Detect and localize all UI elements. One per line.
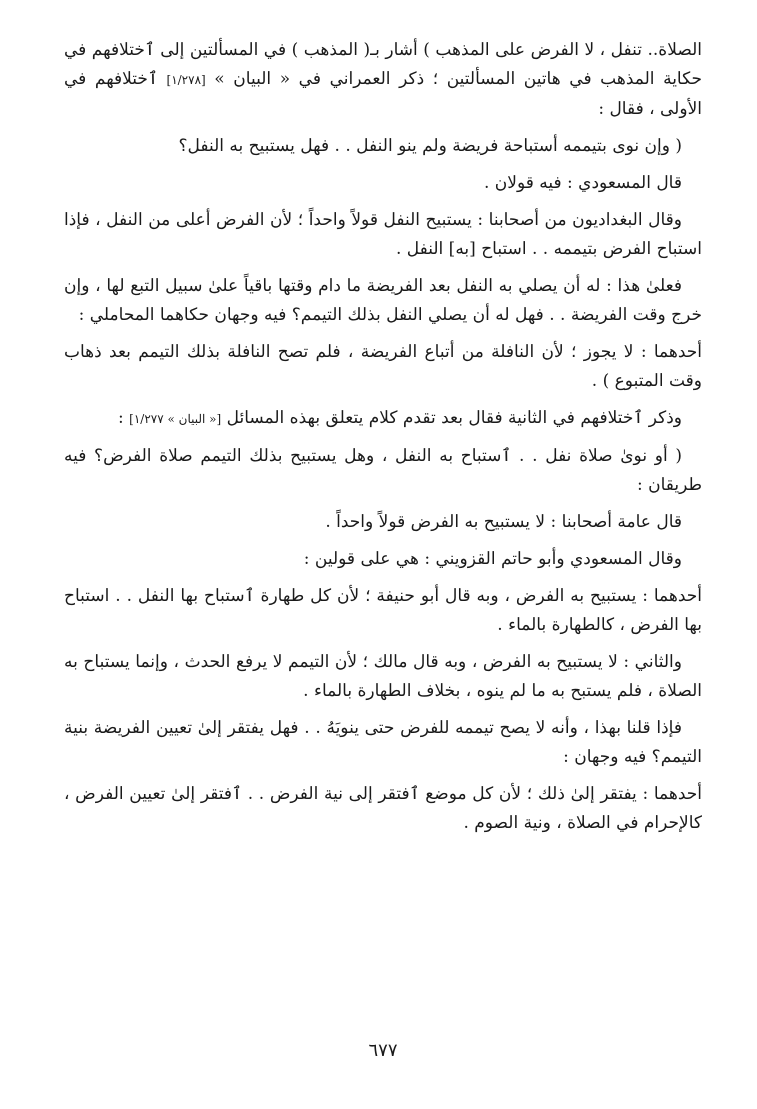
paragraph-11 xyxy=(64,582,702,640)
paragraph-2 xyxy=(64,132,702,161)
paragraph-9 xyxy=(64,508,702,537)
paragraph-12 xyxy=(64,648,702,706)
paragraph-3 xyxy=(64,169,702,198)
paragraph-1-text: الصلاة.. تنفل ، لا الفرض على المذهب ) أشار بـ( المذهب ) في المسألتين إلى ٱختلافهم في حكاية المذهب في هاتين المسألتين ؛ ذكر العمراني في « البيان » xyxy=(64,40,702,89)
paragraph-13-text: فإذا قلنا بهذا ، وأنه لا يصح تيممه للفرض حتى ينويَهُ . . فهل يفتقر إلىٰ تعيين الفريضة بنية التيمم؟ فيه وجهان : xyxy=(64,718,702,767)
paragraph-3-text: قال المسعودي : فيه قولان . xyxy=(483,173,682,193)
paragraph-7-tail: : xyxy=(118,408,130,428)
paragraph-11-text: أحدهما : يستبيح به الفرض ، وبه قال أبو حنيفة ؛ لأن كل طهارة ٱستباح بها النفل . . استباح بها الفرض ، كالطهارة بالماء . xyxy=(64,586,702,635)
document-page xyxy=(64,36,702,1076)
reference-bayan-278: [١/٢٧٨] xyxy=(166,73,206,87)
paragraph-4 xyxy=(64,206,702,264)
paragraph-10-text: وقال المسعودي وأبو حاتم القزويني : هي على قولين : xyxy=(303,549,682,569)
paragraph-4-text: وقال البغداديون من أصحابنا : يستبيح النفل قولاً واحداً ؛ لأن الفرض أعلى من النفل ، فإذا استباح الفرض بتيممه . . استباح [به] النفل . xyxy=(64,210,702,259)
paragraph-9-text: قال عامة أصحابنا : لا يستبيح به الفرض قولاً واحداً . xyxy=(325,512,682,532)
paragraph-7 xyxy=(64,404,702,434)
paragraph-2-text: ( وإن نوى بتيممه أستباحة فريضة ولم ينو النفل . . فهل يستبيح به النفل؟ xyxy=(178,136,682,156)
paragraph-8 xyxy=(64,442,702,500)
paragraph-12-text: والثاني : لا يستبيح به الفرض ، وبه قال مالك ؛ لأن التيمم لا يرفع الحدث ، وإنما يستباح به الصلاة ، فلم يستبح به ما لم ينوه ، بخلاف الطهارة بالماء . xyxy=(64,652,702,701)
paragraph-14-text: أحدهما : يفتقر إلىٰ ذلك ؛ لأن كل موضع ٱفتقر إلى نية الفرض . . ٱفتقر إلىٰ تعيين الفرض ، كالإحرام في الصلاة ، ونية الصوم . xyxy=(64,784,702,833)
paragraph-1-tail: ٱختلافهم في الأولى ، فقال : xyxy=(64,69,702,119)
paragraph-14 xyxy=(64,780,702,838)
paragraph-10 xyxy=(64,545,702,574)
page-number: ٦٧٧ xyxy=(368,1040,398,1061)
paragraph-7-text: وذكر ٱختلافهم في الثانية فقال بعد تقدم كلام يتعلق بهذه المسائل xyxy=(221,408,682,428)
paragraph-13 xyxy=(64,714,702,772)
paragraph-5 xyxy=(64,272,702,330)
paragraph-6-text: أحدهما : لا يجوز ؛ لأن النافلة من أتباع الفريضة ، فلم تصح النافلة بذلك التيمم بعد ذهاب وقت المتبوع ) . xyxy=(64,342,702,391)
paragraph-8-text: ( أو نوىٰ صلاة نفل . . ٱستباح به النفل ، وهل يستبيح بذلك التيمم صلاة الفرض؟ فيه طريقان : xyxy=(64,446,702,495)
paragraph-6 xyxy=(64,338,702,396)
reference-bayan-277: [« البيان » ١/٢٧٧] xyxy=(129,412,222,426)
paragraph-1 xyxy=(64,36,702,124)
paragraph-5-text: فعلىٰ هذا : له أن يصلي به النفل بعد الفريضة ما دام وقتها باقياً علىٰ سبيل التبع لها ، وإن خرج وقت الفريضة . . فهل له أن يصلي النفل بذلك التيمم؟ فيه وجهان حكاهما المحاملي : xyxy=(64,276,702,325)
